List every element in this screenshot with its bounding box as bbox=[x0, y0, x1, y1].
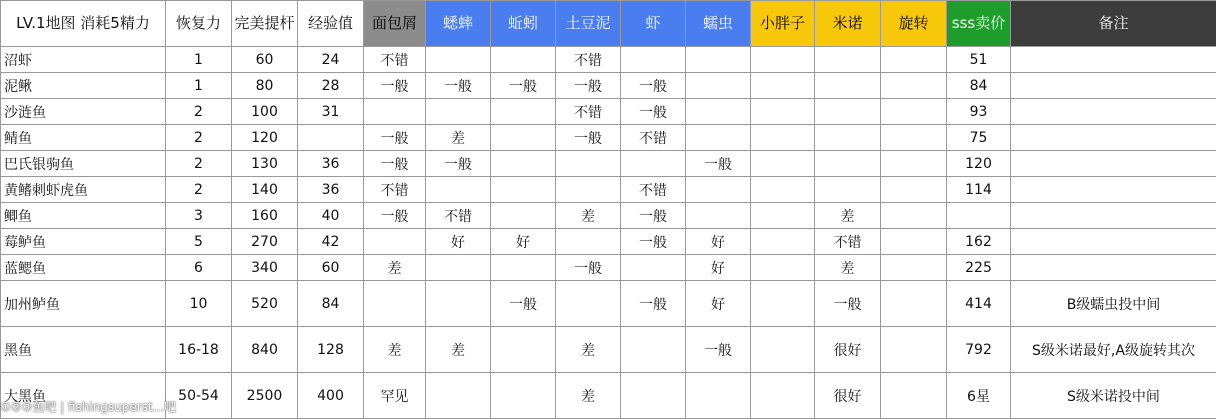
table-cell: 130 bbox=[232, 151, 298, 177]
table-cell bbox=[881, 177, 947, 203]
table-cell bbox=[881, 281, 947, 327]
table-row bbox=[1, 47, 1216, 73]
table-cell: 162 bbox=[947, 229, 1011, 255]
table-cell bbox=[881, 47, 947, 73]
table-cell: 差 bbox=[426, 125, 491, 151]
table-row bbox=[1, 373, 1216, 419]
table-row bbox=[1, 327, 1216, 373]
table-cell: 很好 bbox=[815, 327, 881, 373]
table-cell bbox=[815, 73, 881, 99]
table-cell: 2 bbox=[166, 151, 232, 177]
header-lure-fatty: 小胖子 bbox=[751, 1, 815, 47]
fish-name-cell: 黄鳍刺虾虎鱼 bbox=[1, 177, 166, 203]
table-cell bbox=[751, 177, 815, 203]
table-cell: 6 bbox=[166, 255, 232, 281]
header-lure-minnow: 米诺 bbox=[815, 1, 881, 47]
fish-name-cell: 黑鱼 bbox=[1, 327, 166, 373]
table-cell: 差 bbox=[556, 327, 621, 373]
header-bait-breadcrumb: 面包屑 bbox=[364, 1, 426, 47]
table-cell: 差 bbox=[426, 327, 491, 373]
table-cell: 225 bbox=[947, 255, 1011, 281]
table-cell: 84 bbox=[298, 281, 364, 327]
header-bait-mashed-potato: 土豆泥 bbox=[556, 1, 621, 47]
table-cell: 50-54 bbox=[166, 373, 232, 419]
table-cell: 一般 bbox=[491, 281, 556, 327]
table-cell: 36 bbox=[298, 177, 364, 203]
note-cell: B级蠕虫投中间 bbox=[1011, 281, 1216, 327]
table-cell: 792 bbox=[947, 327, 1011, 373]
table-cell bbox=[947, 203, 1011, 229]
table-cell: 一般 bbox=[621, 73, 686, 99]
fish-name-cell: 鲫鱼 bbox=[1, 203, 166, 229]
table-cell bbox=[881, 373, 947, 419]
table-cell: 一般 bbox=[491, 73, 556, 99]
table-cell: 84 bbox=[947, 73, 1011, 99]
table-cell: 2 bbox=[166, 125, 232, 151]
table-cell: 一般 bbox=[621, 281, 686, 327]
table-cell: 16-18 bbox=[166, 327, 232, 373]
table-cell bbox=[364, 229, 426, 255]
table-cell bbox=[491, 327, 556, 373]
table-cell bbox=[491, 255, 556, 281]
table-cell: 10 bbox=[166, 281, 232, 327]
table-cell bbox=[364, 281, 426, 327]
table-cell: 40 bbox=[298, 203, 364, 229]
header-bait-worm: 蠕虫 bbox=[686, 1, 751, 47]
table-row bbox=[1, 255, 1216, 281]
table-cell: 差 bbox=[815, 203, 881, 229]
header-notes: 备注 bbox=[1011, 1, 1216, 47]
table-cell: 93 bbox=[947, 99, 1011, 125]
table-cell: 一般 bbox=[556, 125, 621, 151]
fish-name-cell: 沙涟鱼 bbox=[1, 99, 166, 125]
table-cell bbox=[881, 229, 947, 255]
table-row bbox=[1, 177, 1216, 203]
table-cell bbox=[491, 47, 556, 73]
fish-name-cell: 巴氏银驹鱼 bbox=[1, 151, 166, 177]
table-cell: 一般 bbox=[815, 281, 881, 327]
table-cell bbox=[751, 73, 815, 99]
table-cell: 120 bbox=[947, 151, 1011, 177]
header-map-energy: LV.1地图 消耗5精力 bbox=[1, 1, 166, 47]
table-cell bbox=[751, 125, 815, 151]
table-cell: 好 bbox=[426, 229, 491, 255]
table-row bbox=[1, 73, 1216, 99]
table-cell bbox=[621, 47, 686, 73]
table-cell bbox=[491, 373, 556, 419]
table-cell: 一般 bbox=[556, 73, 621, 99]
table-cell: 差 bbox=[556, 373, 621, 419]
table-cell: 414 bbox=[947, 281, 1011, 327]
note-cell bbox=[1011, 229, 1216, 255]
header-sss-price: sss卖价 bbox=[947, 1, 1011, 47]
table-cell bbox=[751, 373, 815, 419]
table-cell: 3 bbox=[166, 203, 232, 229]
table-cell: 不错 bbox=[364, 47, 426, 73]
table-cell bbox=[686, 99, 751, 125]
note-cell bbox=[1011, 255, 1216, 281]
header-experience: 经验值 bbox=[298, 1, 364, 47]
table-cell: 51 bbox=[947, 47, 1011, 73]
table-cell bbox=[621, 327, 686, 373]
table-cell: 60 bbox=[298, 255, 364, 281]
table-cell bbox=[751, 281, 815, 327]
table-cell: 36 bbox=[298, 151, 364, 177]
table-cell bbox=[751, 255, 815, 281]
table-cell: 一般 bbox=[364, 203, 426, 229]
fish-name-cell: 加州鲈鱼 bbox=[1, 281, 166, 327]
table-cell bbox=[751, 327, 815, 373]
table-cell: 80 bbox=[232, 73, 298, 99]
fish-name-cell: 泥鳅 bbox=[1, 73, 166, 99]
header-bait-earthworm: 蚯蚓 bbox=[491, 1, 556, 47]
table-cell bbox=[491, 125, 556, 151]
table-cell bbox=[426, 373, 491, 419]
table-cell: 5 bbox=[166, 229, 232, 255]
table-cell: 120 bbox=[232, 125, 298, 151]
table-cell: 一般 bbox=[426, 151, 491, 177]
table-cell: 差 bbox=[364, 255, 426, 281]
table-cell: 一般 bbox=[686, 327, 751, 373]
table-row bbox=[1, 203, 1216, 229]
table-cell bbox=[426, 281, 491, 327]
table-cell bbox=[815, 125, 881, 151]
table-cell: 128 bbox=[298, 327, 364, 373]
table-cell: 好 bbox=[686, 255, 751, 281]
table-cell: 不错 bbox=[621, 177, 686, 203]
table-row bbox=[1, 229, 1216, 255]
table-cell: 差 bbox=[364, 327, 426, 373]
table-cell bbox=[881, 73, 947, 99]
fish-name-cell: 鲭鱼 bbox=[1, 125, 166, 151]
header-lure-spinner: 旋转 bbox=[881, 1, 947, 47]
table-cell bbox=[556, 151, 621, 177]
header-recovery: 恢复力 bbox=[166, 1, 232, 47]
header-perfect-lift: 完美提杆 bbox=[232, 1, 298, 47]
table-cell: 不错 bbox=[621, 125, 686, 151]
header-row bbox=[1, 1, 1216, 47]
table-cell bbox=[426, 177, 491, 203]
note-cell bbox=[1011, 47, 1216, 73]
table-cell: 不错 bbox=[556, 47, 621, 73]
table-cell: 一般 bbox=[364, 73, 426, 99]
table-cell bbox=[686, 125, 751, 151]
table-cell: 一般 bbox=[621, 99, 686, 125]
table-cell: 一般 bbox=[556, 255, 621, 281]
table-cell: 2 bbox=[166, 99, 232, 125]
table-cell bbox=[426, 47, 491, 73]
table-cell bbox=[556, 281, 621, 327]
table-cell: 差 bbox=[815, 255, 881, 281]
fish-name-cell: 莓鲈鱼 bbox=[1, 229, 166, 255]
watermark: ①②③鱼吧 | fishingsuperst...吧 bbox=[0, 400, 177, 414]
table-cell bbox=[881, 255, 947, 281]
table-cell bbox=[815, 151, 881, 177]
table-cell: 一般 bbox=[686, 151, 751, 177]
note-cell: S级米诺最好,A级旋转其次 bbox=[1011, 327, 1216, 373]
note-cell bbox=[1011, 125, 1216, 151]
table-cell: 42 bbox=[298, 229, 364, 255]
table-cell bbox=[298, 125, 364, 151]
table-cell: 340 bbox=[232, 255, 298, 281]
note-cell bbox=[1011, 177, 1216, 203]
table-cell: 75 bbox=[947, 125, 1011, 151]
table-cell: 6星 bbox=[947, 373, 1011, 419]
table-cell bbox=[491, 203, 556, 229]
table-cell bbox=[491, 151, 556, 177]
table-cell: 一般 bbox=[426, 73, 491, 99]
table-cell bbox=[751, 229, 815, 255]
table-cell bbox=[686, 73, 751, 99]
table-cell: 60 bbox=[232, 47, 298, 73]
table-cell: 一般 bbox=[364, 125, 426, 151]
table-cell bbox=[686, 47, 751, 73]
note-cell bbox=[1011, 151, 1216, 177]
table-cell: 一般 bbox=[621, 203, 686, 229]
table-cell: 好 bbox=[686, 229, 751, 255]
table-body bbox=[1, 47, 1216, 419]
note-cell bbox=[1011, 99, 1216, 125]
table-cell: 114 bbox=[947, 177, 1011, 203]
fish-name-cell: 大黑鱼 bbox=[1, 373, 166, 419]
table-cell: 270 bbox=[232, 229, 298, 255]
table-cell: 31 bbox=[298, 99, 364, 125]
table-cell bbox=[881, 327, 947, 373]
table-row bbox=[1, 151, 1216, 177]
table-row bbox=[1, 99, 1216, 125]
table-cell: 140 bbox=[232, 177, 298, 203]
table-cell bbox=[881, 99, 947, 125]
table-cell bbox=[491, 99, 556, 125]
table-cell bbox=[751, 47, 815, 73]
table-cell: 不错 bbox=[556, 99, 621, 125]
header-bait-cricket: 蟋蟀 bbox=[426, 1, 491, 47]
table-cell bbox=[815, 177, 881, 203]
table-cell: 不错 bbox=[815, 229, 881, 255]
fish-name-cell: 沼虾 bbox=[1, 47, 166, 73]
table-cell bbox=[815, 47, 881, 73]
table-cell: 2 bbox=[166, 177, 232, 203]
table-cell bbox=[556, 229, 621, 255]
table-cell bbox=[686, 203, 751, 229]
table-cell bbox=[426, 255, 491, 281]
table-cell bbox=[751, 99, 815, 125]
table-cell: 400 bbox=[298, 373, 364, 419]
note-cell bbox=[1011, 73, 1216, 99]
table-row bbox=[1, 281, 1216, 327]
note-cell: S级米诺投中间 bbox=[1011, 373, 1216, 419]
table-cell bbox=[686, 177, 751, 203]
table-cell: 520 bbox=[232, 281, 298, 327]
table-cell bbox=[881, 203, 947, 229]
table-cell: 一般 bbox=[364, 151, 426, 177]
table-cell: 好 bbox=[686, 281, 751, 327]
table-cell bbox=[621, 373, 686, 419]
table-cell: 不错 bbox=[426, 203, 491, 229]
header-bait-shrimp: 虾 bbox=[621, 1, 686, 47]
fish-name-cell: 蓝鳃鱼 bbox=[1, 255, 166, 281]
table-cell bbox=[815, 99, 881, 125]
table-cell: 不错 bbox=[364, 177, 426, 203]
table-cell bbox=[881, 125, 947, 151]
table-cell: 罕见 bbox=[364, 373, 426, 419]
table-cell: 160 bbox=[232, 203, 298, 229]
table-cell bbox=[686, 373, 751, 419]
table-cell: 2500 bbox=[232, 373, 298, 419]
table-cell: 1 bbox=[166, 73, 232, 99]
table-cell bbox=[556, 177, 621, 203]
table-cell bbox=[621, 255, 686, 281]
table-cell: 28 bbox=[298, 73, 364, 99]
table-cell: 840 bbox=[232, 327, 298, 373]
table-cell: 1 bbox=[166, 47, 232, 73]
table-cell bbox=[751, 151, 815, 177]
table-cell bbox=[881, 151, 947, 177]
table-cell: 100 bbox=[232, 99, 298, 125]
table-cell: 差 bbox=[556, 203, 621, 229]
table-cell bbox=[364, 99, 426, 125]
table-cell: 一般 bbox=[621, 229, 686, 255]
table-cell bbox=[621, 151, 686, 177]
table-cell: 好 bbox=[491, 229, 556, 255]
table-row bbox=[1, 125, 1216, 151]
table-cell: 很好 bbox=[815, 373, 881, 419]
table-cell bbox=[751, 203, 815, 229]
table-cell bbox=[491, 177, 556, 203]
note-cell bbox=[1011, 203, 1216, 229]
table-cell: 24 bbox=[298, 47, 364, 73]
table-cell bbox=[426, 99, 491, 125]
